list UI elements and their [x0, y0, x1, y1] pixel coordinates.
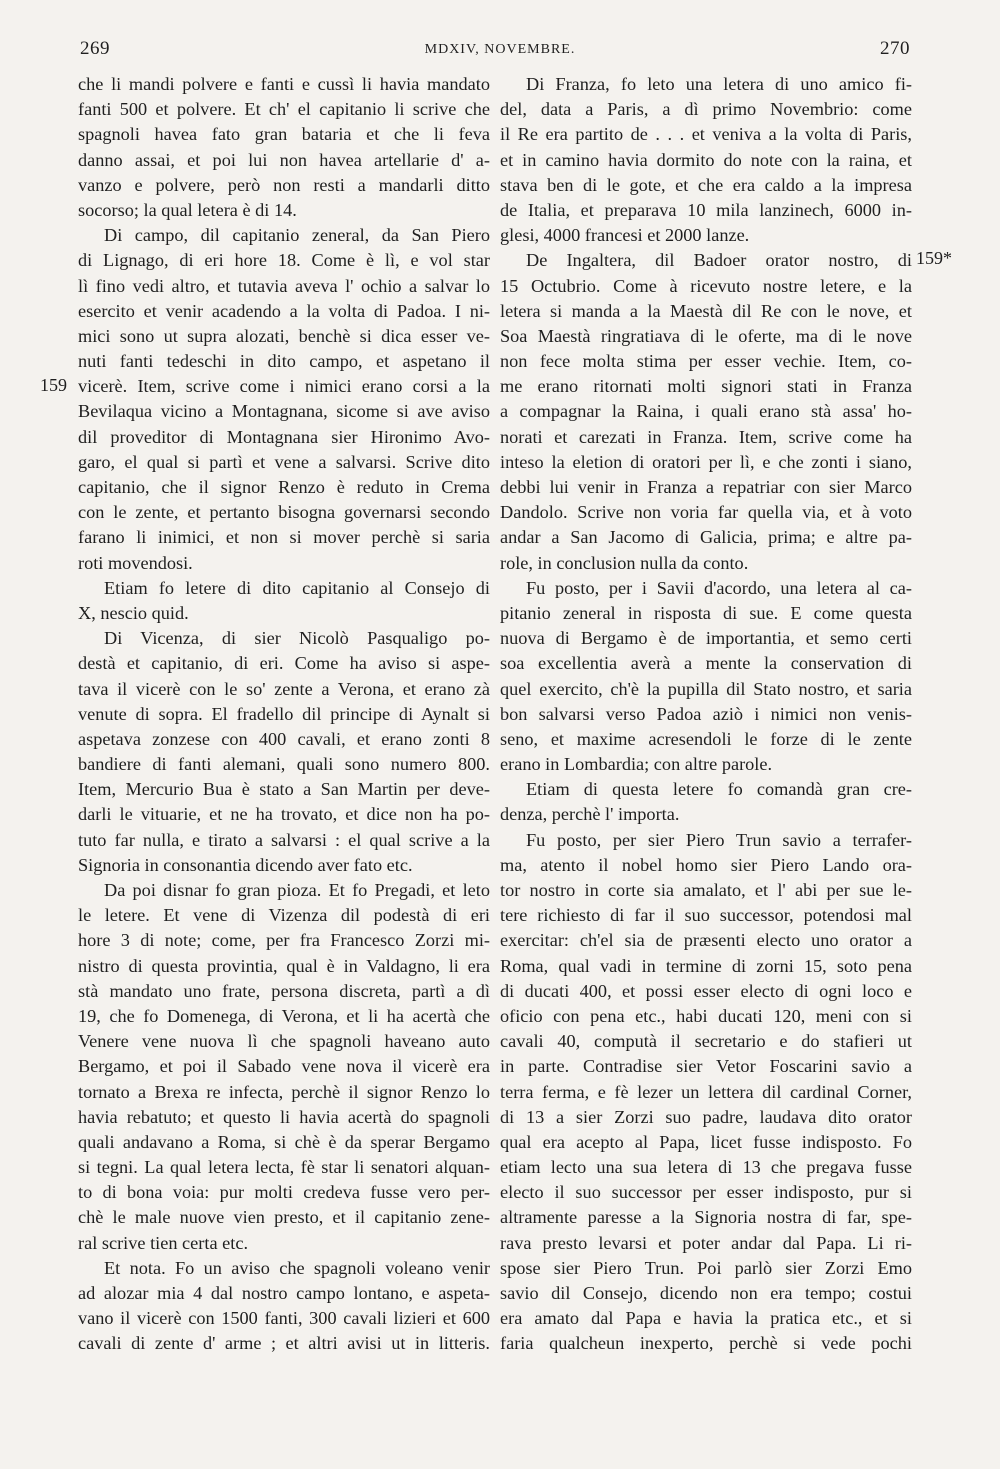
right-column-line: soa excellentia averà a mente la conservation di — [500, 653, 912, 674]
left-column-line: Venere vene nuova lì che spagnoli haveano auto — [78, 1031, 490, 1052]
left-column-line: le letere. Et vene di Vizenza dil podestà di eri — [78, 905, 490, 926]
left-page-number: 269 — [80, 38, 110, 59]
left-column-line: vanzo e polvere, però non resti a mandarli ditto — [78, 174, 490, 195]
left-column-line: vicerè. Item, scrive come i nimici erano corsi a la — [78, 376, 490, 397]
left-column-line: Di campo, dil capitanio zeneral, da San Piero — [104, 225, 490, 246]
left-column-line: hore 3 di note; come, per fra Francesco Zorzi mi- — [78, 930, 490, 951]
left-column-line: destà et capitanio, di eri. Come ha aviso si aspe- — [78, 653, 490, 674]
left-column-line: nistro di questa provintia, qual è in Valdagno, li era — [78, 955, 490, 976]
right-column-line: quel exercito, ch'è la pupilla dil Stato nostro, et saria — [500, 678, 912, 699]
left-column-line: si tegni. La qual letera lecta, fè star li senatori alquan- — [78, 1157, 490, 1178]
right-column-line: andar a San Jacomo di Galicia, prima; e altre pa- — [500, 527, 912, 548]
right-column-line: del, data a Paris, a dì primo Novembrio: come — [500, 99, 912, 120]
right-column-line: ma, atento il nobel homo sier Piero Lando ora- — [500, 854, 912, 875]
right-column-line: stava ben di le gote, et che era caldo a la impresa — [500, 174, 912, 195]
left-column-line: aspetava zonzese con 400 cavali, et erano zonti 8 — [78, 728, 490, 749]
left-column-line: tornato a Brexa re infecta, perchè il signor Renzo lo — [78, 1081, 490, 1102]
left-column-line: Bergamo, et poi il Sabado vene nova il vicerè era — [78, 1056, 490, 1077]
left-column-line: esercito et venir acadendo a la volta di Padoa. I ni- — [78, 300, 490, 321]
left-column-line: ad alozar mia 4 dal nostro campo lontano, e aspeta- — [78, 1283, 490, 1303]
left-column-line: farano li inimici, et non si mover perchè si saria — [78, 527, 490, 548]
right-column-line: di ducati 400, et possi esser electo di ogni loco e — [500, 980, 912, 1001]
left-column-line: di Lignago, di eri hore 18. Come è lì, e vol star — [78, 250, 490, 271]
right-column-line: il Re era partito de . . . et veniva a la volta di Paris, — [500, 124, 912, 145]
left-column-line: garo, el qual si partì et vene a salvarsi. Scrive dito — [78, 451, 490, 472]
right-column-line: glesi, 4000 francesi et 2000 lanze. — [500, 225, 750, 246]
right-column-line: inteso la eletion di oratori per lì, e che zonti i siano, — [500, 451, 912, 472]
margin-number-left: 159 — [40, 375, 67, 395]
right-column-line: era amato dal Papa e havia la pratica etc., et si — [500, 1308, 912, 1329]
right-column-line: non fece molta stima per esser vechie. Item, co- — [500, 351, 912, 372]
left-column-line: tuto far nulla, e tirato a salvarsi : el qual scrive a la — [78, 829, 490, 850]
left-text-column — [78, 72, 490, 1357]
right-column-line: Dandolo. Scrive non voria far quella via, et à voto — [500, 502, 912, 523]
right-column-line: nuova di Bergamo è de importantia, et semo certi — [500, 628, 912, 649]
left-column-line: con le zente, et pertanto bisogna governarsi secondo — [78, 502, 490, 523]
left-column-line: darli le vituarie, et ne ha trovato, et dice non ha po- — [78, 804, 490, 825]
left-column-line: tava il vicerè con le so' zente a Verona, et erano zà — [78, 678, 490, 699]
left-column-line: chè le male nuove vien presto, et il capitanio zene- — [78, 1207, 490, 1228]
right-column-line: pitanio zeneral in risposta di sue. E come questa — [500, 602, 912, 623]
right-column-line: debbi lui venir in Franza a repatriar con sier Marco — [500, 477, 912, 497]
left-column-line: nuti fanti tedeschi in dito campo, et aspetano il — [78, 351, 490, 372]
right-column-line: De Ingaltera, dil Badoer orator nostro, di — [526, 250, 912, 271]
left-column-line: danno assai, et poi lui non havea artellarie d' a- — [78, 149, 490, 170]
right-column-line: spose sier Piero Trun. Poi parlò sier Zorzi Emo — [500, 1257, 912, 1278]
left-column-line: 19, che fo Domenega, di Verona, et li ha acertà che — [78, 1005, 490, 1026]
right-column-line: etiam lecto una sua letera di 13 che pregava fusse — [500, 1157, 912, 1178]
right-column-line: qual era acepto al Papa, licet fusse indisposto. Fo — [500, 1131, 912, 1152]
left-column-line: roti movendosi. — [78, 552, 193, 573]
left-column-line: venute di sopra. El fradello dil principe di Aynalt si — [78, 703, 490, 724]
right-column-line: role, in conclusion nulla da conto. — [500, 552, 749, 573]
left-column-line: stà mandato uno frate, persona discreta, partì a dì — [78, 980, 490, 1001]
right-column-line: et in camino havia dormito do note con la raina, et — [500, 149, 912, 170]
right-column-line: me erano ritornati molti signori stati in Franza — [500, 376, 912, 397]
left-column-line: che li mandi polvere e fanti e cussì li havia mandato — [78, 74, 490, 94]
left-column-line: spagnoli havea fato gran bataria et che li feva — [78, 124, 490, 145]
right-column-line: a compagnar la Raina, i quali erano stà assa' ho- — [500, 401, 912, 422]
left-column-line: cavali di zente d' arme ; et altri avisi ut in litteris. — [78, 1333, 490, 1354]
right-column-line: cavali 40, computà il secretario e do stafieri ut — [500, 1031, 912, 1052]
left-column-line: bandiere di fanti alemani, quali sono numero 800. — [78, 754, 490, 775]
left-column-line: Et nota. Fo un aviso che spagnoli voleano venir — [104, 1257, 490, 1278]
right-column-line: seno, et maxime acresendoli le forze di le zente — [500, 728, 912, 749]
left-column-line: Di Vicenza, di sier Nicolò Pasqualigo po- — [104, 628, 490, 649]
right-column-line: rava presto levarsi et poter andar dal Papa. Li ri- — [500, 1232, 912, 1253]
right-column-line: Etiam di questa letere fo comandà gran cre- — [526, 779, 912, 800]
left-column-line: Da poi disnar fo gran pioza. Et fo Pregadi, et leto — [104, 880, 490, 900]
left-column-line: havia rebatuto; et questo li havia acertà do spagnoli — [78, 1106, 490, 1127]
right-column-line: tere richiesto di far il suo successor, potendosi mal — [500, 905, 912, 926]
left-column-line: Bevilaqua vicino a Montagnana, sicome si ave aviso — [78, 401, 490, 422]
right-column-line: Fu posto, per i Savii d'acordo, una letera al ca- — [526, 577, 912, 598]
running-title: MDXIV, NOVEMBRE. — [424, 42, 576, 57]
left-column-line: socorso; la qual letera è di 14. — [78, 199, 297, 220]
right-column-line: Soa Maestà ringratiava di le oferte, ma di le nove — [500, 325, 912, 346]
right-column-line: 15 Octubrio. Come à ricevuto nostre letere, e la — [500, 275, 912, 296]
left-column-line: dil proveditor di Montagnana sier Hironimo Avo- — [78, 426, 490, 447]
right-column-line: tor nostro in corte sia amalato, et l' abi per sue le- — [500, 880, 912, 900]
left-column-line: mici sono ut supra alozati, benchè si dica esser ve- — [78, 325, 490, 346]
left-column-line: capitanio, che il signor Renzo è reduto in Crema — [78, 477, 490, 497]
right-column-line: electo il suo successor per esser indisposto, pur si — [500, 1182, 912, 1203]
left-column-line: Etiam fo letere di dito capitanio al Consejo di — [104, 577, 490, 598]
left-column-line: X, nescio quid. — [78, 602, 189, 623]
right-column-line: di 13 a sier Zorzi suo padre, laudava dito orator — [500, 1106, 912, 1127]
right-column-line: bon salvarsi verso Padoa aziò i nimici non venis- — [500, 703, 912, 724]
right-column-line: norati et carezati in Franza. Item, scrive come ha — [500, 426, 912, 447]
left-column-line: lì fino vedi altro, et tutavia aveva l' ochio a salvar lo — [78, 275, 490, 296]
right-column-line: in parte. Contradise sier Vetor Foscarini savio a — [500, 1056, 912, 1077]
right-column-line: faria qualcheun inexperto, perchè si vede pochi — [500, 1333, 912, 1354]
right-column-line: Roma, qual vadi in termine di zorni 15, soto pena — [500, 955, 912, 976]
right-column-line: letera si manda a la Maestà dil Re con le nove, et — [500, 300, 912, 321]
left-column-line: to di bona voia: pur molti credeva fusse vero per- — [78, 1182, 490, 1203]
left-column-line: Item, Mercurio Bua è stato a San Martin per deve- — [78, 779, 490, 800]
right-column-line: altramente paresse a la Signoria nostra di far, spe- — [500, 1207, 912, 1228]
right-page-number: 270 — [880, 38, 910, 59]
right-text-column — [500, 72, 912, 1357]
right-column-line: denza, perchè l' importa. — [500, 804, 680, 825]
right-column-line: Fu posto, per sier Piero Trun savio a terrafer- — [526, 829, 912, 850]
left-column-line: ral scrive tien certa etc. — [78, 1232, 249, 1253]
right-column-line: Di Franza, fo leto una letera di uno amico fi- — [526, 74, 912, 94]
left-column-line: fanti 500 et polvere. Et ch' el capitanio li scrive che — [78, 99, 490, 120]
left-column-line: Signoria in consonantia dicendo aver fato etc. — [78, 854, 413, 875]
left-column-line: quali andavano a Roma, si chè è da sperar Bergamo — [78, 1131, 490, 1152]
margin-number-right: 159* — [916, 248, 952, 268]
right-column-line: de Italia, et preparava 10 mila lanzinech, 6000 in- — [500, 199, 912, 220]
right-column-line: oficio con pena etc., habi ducati 120, meni con si — [500, 1005, 912, 1026]
right-column-line: savio dil Consejo, dicendo non era tempo; costui — [500, 1283, 912, 1303]
right-column-line: exercitar: ch'el sia de præsenti electo uno orator a — [500, 930, 912, 951]
right-column-line: terra ferma, e fè lezer un lettera dil cardinal Corner, — [500, 1081, 912, 1102]
left-column-line: vano il vicerè con 1500 fanti, 300 cavali lizieri et 600 — [78, 1308, 490, 1329]
right-column-line: erano in Lombardia; con altre parole. — [500, 754, 773, 775]
